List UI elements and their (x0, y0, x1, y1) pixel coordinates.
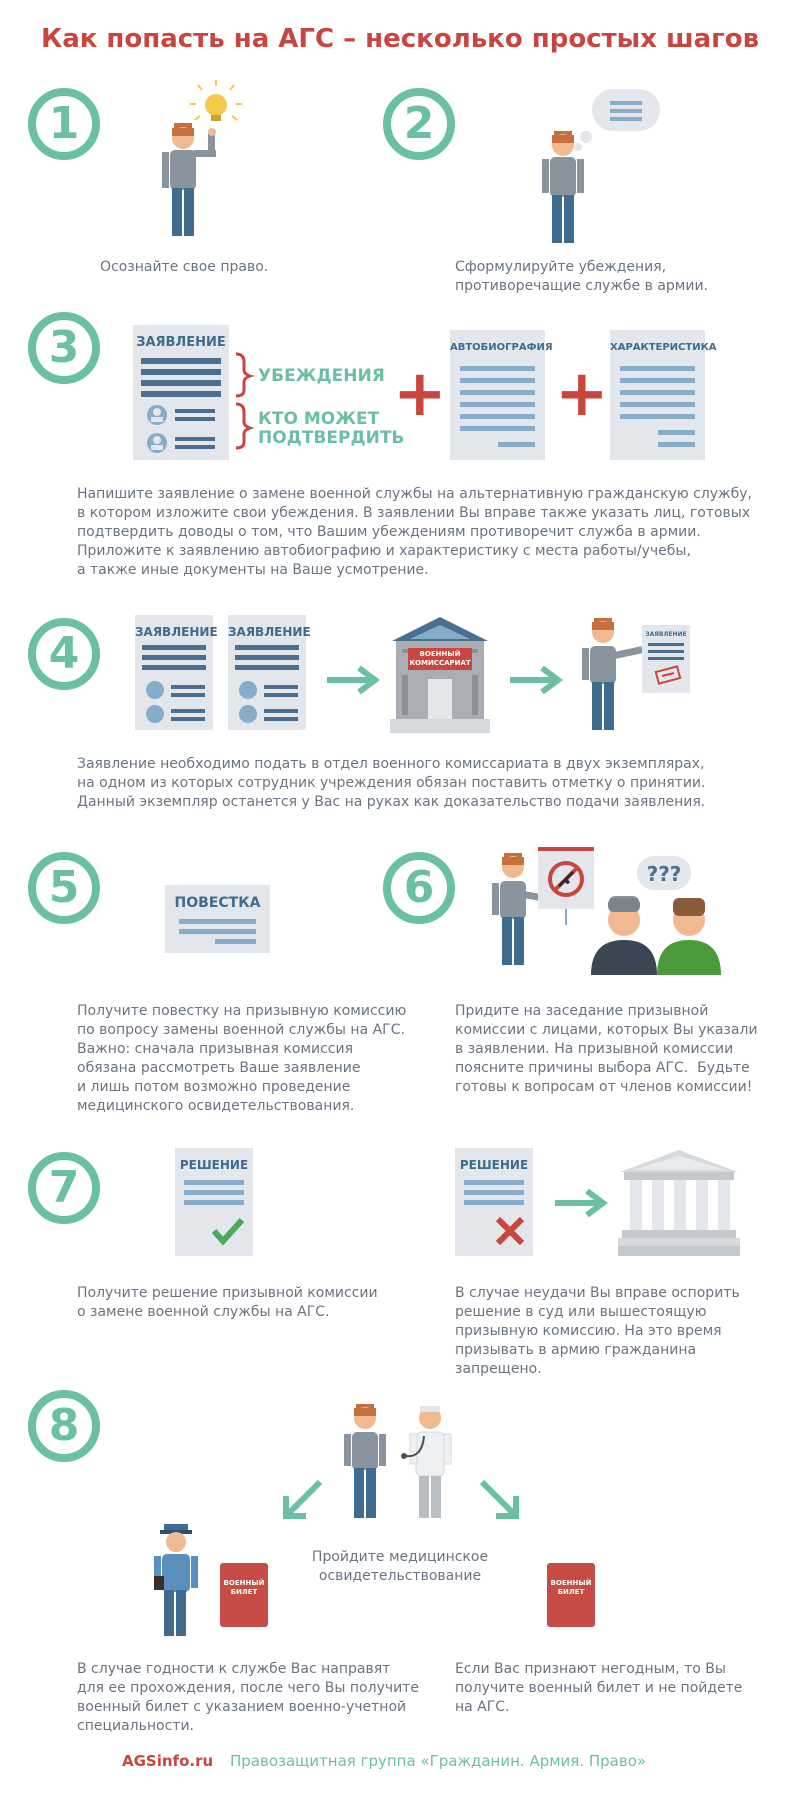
decision-rejected-document (455, 1148, 533, 1256)
commission-members-icon (585, 890, 725, 975)
cross-icon (495, 1216, 525, 1246)
step-8-number: 8 (28, 1390, 100, 1462)
document-title: РЕШЕНИЕ (459, 1158, 529, 1172)
step-3-number: 3 (28, 312, 100, 384)
who-can-confirm-label: КТО МОЖЕТ ПОДТВЕРДИТЬ (258, 409, 405, 448)
step-2-number: 2 (383, 88, 455, 160)
person-idea-icon (150, 78, 250, 248)
page-title: Как попасть на АГС – несколько простых шагов (40, 24, 760, 54)
step-8-text-unfit: Если Вас признают негодным, то Вы получите военный билет и не пойдете на АГС. (455, 1661, 743, 1715)
step-6-text: Придите на заседание призывной комиссии с лицами, которых Вы указали в заявлении. На призывной комиссии поясните причины выбора АГС. Будьте готовы к вопросам от членов комиссии! (455, 1003, 758, 1095)
application-document (133, 325, 229, 460)
military-id-label: ВОЕННЫЙ БИЛЕТ (223, 1579, 265, 1596)
court-building-icon (618, 1148, 740, 1258)
military-commissariat-building-icon (390, 615, 490, 735)
medical-examination-text: Пройдите медицинское освидетельствование (311, 1549, 489, 1584)
document-title: ЗАЯВЛЕНИЕ (645, 631, 687, 638)
person-pointing-icon (578, 612, 644, 737)
step-3-text: Напишите заявление о замене военной службы на альтернативную гражданскую службу, в котором изложите свои убеждения. В заявлении Вы вправе также указать лиц, готовых подтвердить доводы о том, что Вашим убеждениям противоречит служба в армии. Приложите к заявлению автобиографию и характеристику с места работы/учебы, а также иные документы на Ваше усмотрение. (77, 486, 752, 578)
witness-avatars-icon (143, 403, 223, 455)
summons-document (165, 885, 270, 953)
footer-group-name: Правозащитная группа «Гражданин. Армия. Право» (230, 1752, 647, 1770)
checkmark-icon (211, 1216, 245, 1246)
step-7-number: 7 (28, 1152, 100, 1224)
arrow-down-right-icon (478, 1478, 522, 1522)
soldier-icon (150, 1520, 210, 1640)
autobiography-document (450, 330, 553, 460)
footer-site-link[interactable]: AGSinfo.ru (122, 1752, 214, 1770)
step-1-text: Осознайте свое право. (100, 259, 269, 275)
step-2-text: Сформулируйте убеждения, противоречащие службе в армии. (455, 259, 708, 294)
step-4-number: 4 (28, 618, 100, 690)
application-copy-2 (228, 615, 311, 730)
reference-document (610, 330, 717, 460)
application-copy-1 (135, 615, 218, 730)
step-4-text: Заявление необходимо подать в отдел военного комиссариата в двух экземплярах, на одном из которых сотрудник учреждения обязан поставить отметку о принятии. Данный экземпляр останется у Вас на руках как доказательство подачи заявления. (77, 756, 706, 810)
step-8-text-fit: В случае годности к службе Вас направят для ее прохождения, после чего Вы получите военный билет с указанием военно-учетной специальности. (77, 1661, 419, 1734)
beliefs-label: УБЕЖДЕНИЯ (258, 366, 385, 386)
witness-avatars-icon (236, 679, 300, 725)
arrow-right-icon (325, 665, 381, 695)
document-title: РЕШЕНИЕ (179, 1158, 249, 1172)
military-id-book-left (220, 1563, 268, 1627)
document-title: ЗАЯВЛЕНИЕ (135, 625, 218, 639)
stamped-application-document (642, 625, 690, 693)
arrow-right-icon (508, 665, 564, 695)
decision-approved-document (175, 1148, 253, 1256)
commissariat-sign: ВОЕННЫЙ КОМИССАРИАТ (408, 648, 472, 670)
document-title: ЗАЯВЛЕНИЕ (228, 625, 311, 639)
document-title: ПОВЕСТКА (174, 895, 261, 911)
plus-sign: + (393, 357, 447, 431)
document-title: АВТОБИОГРАФИЯ (450, 342, 553, 353)
curly-brace-icon (232, 352, 254, 452)
doctor-examination-icon (340, 1400, 470, 1525)
person-presenting-icon (488, 845, 598, 970)
military-id-book-right (547, 1563, 595, 1627)
witness-avatars-icon (143, 679, 207, 725)
step-1-number: 1 (28, 88, 100, 160)
step-5-text: Получите повестку на призывную комиссию по вопросу замены военной службы на АГС. Важно: сначала призывная комиссия обязана рассмотреть Ваше заявление и лишь потом возможно проведение медицинского освидетельствования. (77, 1003, 407, 1114)
step-7-text: Получите решение призывной комиссии о замене военной службы на АГС. (77, 1285, 378, 1320)
stamp-icon (654, 665, 684, 687)
document-title: ЗАЯВЛЕНИЕ (136, 335, 226, 350)
step-6-number: 6 (383, 852, 455, 924)
person-thinking-icon (530, 85, 670, 250)
arrow-down-left-icon (280, 1478, 324, 1522)
step-7-text-alt: В случае неудачи Вы вправе оспорить решение в суд или вышестоящую призывную комиссию. На это время призывать в армию гражданина запрещено. (455, 1285, 740, 1377)
plus-sign: + (555, 357, 609, 431)
arrow-right-icon (553, 1188, 609, 1218)
question-marks: ??? (646, 862, 682, 886)
step-5-number: 5 (28, 852, 100, 924)
document-title: ХАРАКТЕРИСТИКА (610, 342, 717, 353)
military-id-label: ВОЕННЫЙ БИЛЕТ (550, 1579, 592, 1596)
